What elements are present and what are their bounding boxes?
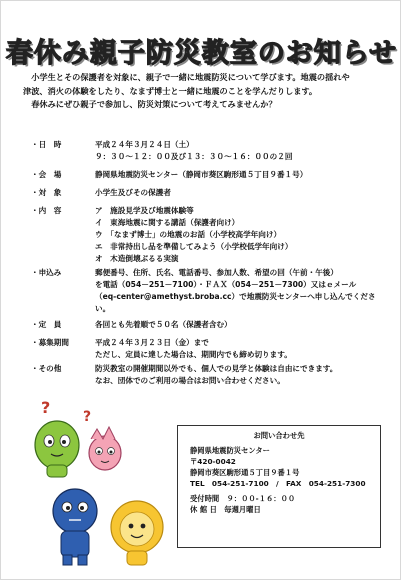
green-mascot [35,421,79,477]
section-label: ・定 員 [31,320,62,329]
section-line: （eq-center@amethyst.broba.cc）で地震防災センターへ申し込んでくださ [95,292,376,301]
yellow-mascot [111,501,163,565]
section-line: エ 非常持出し品を準備してみよう（小学校低学年向け） [95,242,293,251]
contact-org: 静岡県地震防災センター [190,446,270,455]
question-mark-icon: ? [41,399,51,417]
contact-hours: 受付時間 ９：００-１６：００ [190,494,296,503]
contact-box [177,425,381,548]
contact-postal: 〒420-0042 [190,457,236,466]
section-line: なお、団体でのご利用の場合はお問い合わせください。 [95,376,285,385]
contact-heading: お問い合わせ先 [253,431,305,440]
section-line: い。 [95,304,111,313]
section-label: ・対 象 [31,188,62,197]
contact-address: 静岡市葵区駒形通５丁目９番１号 [190,468,300,477]
section-line: オ 木造倒壊ぶるる実演 [95,254,179,263]
pink-mascot [89,427,121,470]
section-line: ９：３０～１２：００及び１３：３０～１６：００の２回 [95,152,293,161]
section-label: ・その他 [31,364,62,373]
section-line: ア 施設見学及び地震体験等 [95,206,194,215]
intro-line: 小学生とその保護者を対象に、親子で一緒に地震防災について学びます。地震の揺れや [31,72,350,82]
contact-closed: 休 館 日 毎週月曜日 [190,505,261,514]
section-label: ・申込み [31,268,62,277]
question-mark-icon: ? [83,409,92,425]
section-label: ・募集期間 [31,338,69,347]
section-line: 平成２４年３月２３日（金）まで [95,338,209,347]
section-label: ・日 時 [31,140,62,149]
section-line: 各回とも先着順で５０名（保護者含む） [95,320,232,329]
section-line: 郵便番号、住所、氏名、電話番号、参加人数、希望の回（午前・午後） [95,268,338,277]
section-line: ただし、定員に達した場合は、期間内でも締め切ります。 [95,350,292,359]
section-line: 静岡県地震防災センター（静岡市葵区駒形通５丁目９番１号） [95,170,308,179]
section-label: ・会 場 [31,170,62,179]
section-label: ・内 容 [31,206,62,215]
section-line: イ 東海地震に関する講話（保護者向け） [95,218,240,227]
section-line: ウ 「なまず博士」の地震のお話（小学校高学年向け） [95,230,282,239]
section-line: 防災教室の開催期間以外でも、個人での見学と体験は自由にできます。 [95,364,338,373]
page-title: 春休み親子防災教室のお知らせ [5,38,398,69]
section-line: 平成２４年３月２４日（土） [95,140,194,149]
intro-text [23,71,383,112]
contact-tel-fax: TEL 054-251-7100 / FAX 054-251-7300 [190,479,366,488]
intro-line: 津波、消火の体験をしたり、なまず博士と一緒に地震のことを学んだりします。 [23,85,318,96]
intro-line: 春休みにぜひ親子で参加し、防災対策について考えてみませんか？ [31,99,277,109]
mascot-illustration [21,399,171,569]
section-line: を電話（054－251－7100）・ＦＡＸ（054－251－7300）又はｅメール [95,280,357,289]
blue-mascot [53,489,97,565]
section-line: 小学生及びその保護者 [95,188,171,197]
